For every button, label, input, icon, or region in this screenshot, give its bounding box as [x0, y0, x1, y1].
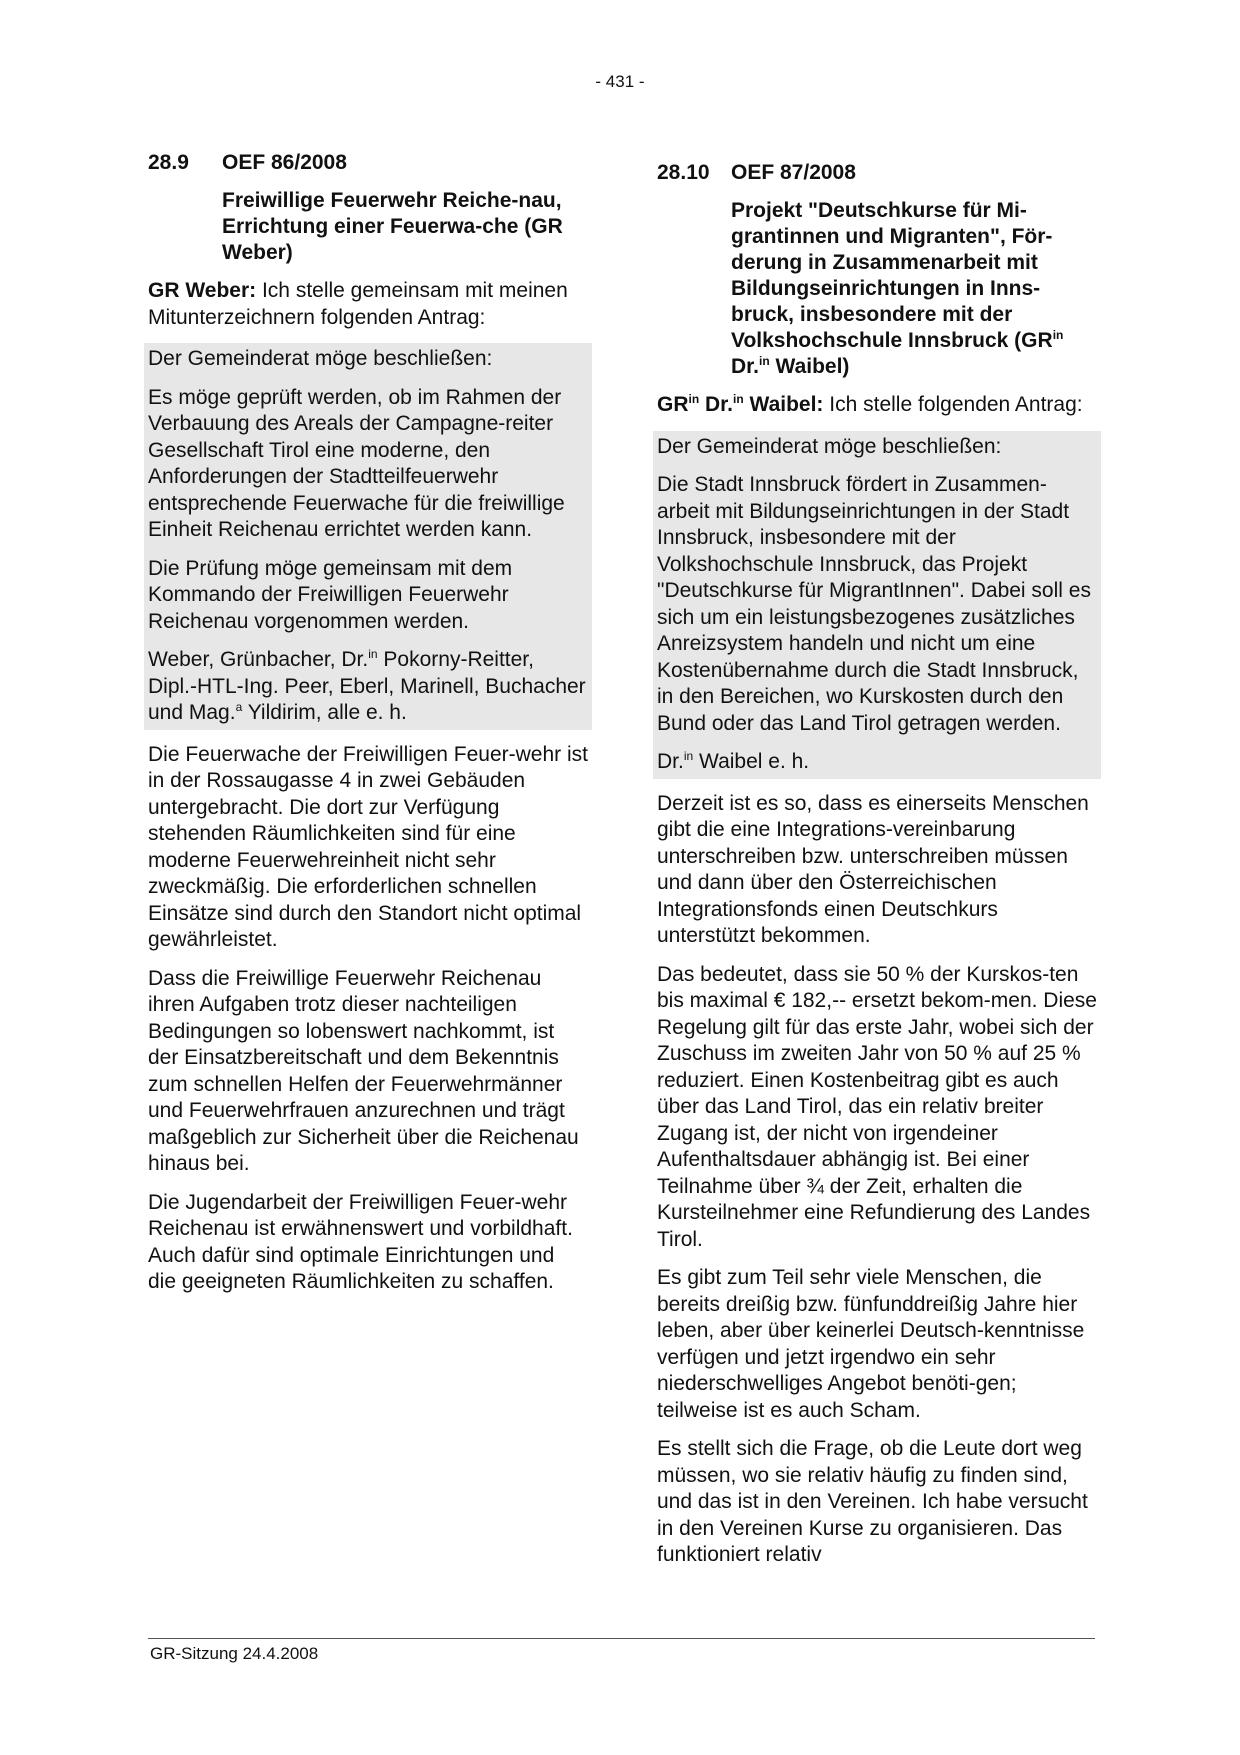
- speaker-text: Waibel:: [743, 393, 824, 416]
- motion-text: Die Stadt Innsbruck fördert in Zusammen-arbeit mit Bildungseinrichtungen in der Stadt Innsbruck, insbesondere mit der Volkshochschule Innsbruck, das Projekt "Deutschkurse für MigrantInnen". Dabei soll es sich um ein leistungsbezogenes zusätzliches Anreizsystem handeln und nicht um eine Kostenübernahme durch die Stadt Innsbruck, in den Bereichen, wo Kurskosten durch den Bund oder das Land Tirol getragen werden.: [657, 473, 1091, 735]
- title-text: Projekt "Deutschkurse für Mi-grantinnen und Migranten", För-derung in Zusammenarbeit mit Bildungseinrichtungen in Inns-bruck, insbesondere mit der Volkshochschule Innsbruck (GR: [731, 199, 1053, 352]
- superscript: in: [759, 354, 770, 368]
- intro-text: Ich stelle gemeinsam mit meinen Mitunterzeichnern folgenden Antrag:: [148, 279, 568, 329]
- speaker-text: Dr.: [699, 393, 734, 416]
- superscript: in: [368, 647, 378, 661]
- signature-text: Pokorny-Reitter, Dipl.-HTL-Ing. Peer, Eberl, Marinell, Buchacher und Mag.: [148, 648, 586, 724]
- superscript: a: [235, 700, 243, 714]
- motion-signatures: [657, 746, 1097, 779]
- superscript: in: [733, 392, 744, 406]
- superscript: in: [1052, 328, 1064, 342]
- body-paragraph: Es gibt zum Teil sehr viele Menschen, die bereits dreißig bzw. fünfunddreißig Jahre hier leben, aber über keinerlei Deutsch-kenntnisse verfügen und jetzt irgendwo ein sehr niederschwelliges Angebot benöti-gen; teilweise ist es auch Scham.: [657, 1266, 1085, 1422]
- motion-signatures: [148, 644, 588, 730]
- motion-text: Die Prüfung möge gemeinsam mit dem Kommando der Freiwilligen Feuerwehr Reichenau vorgenommen werden.: [148, 556, 513, 633]
- left-column: [148, 150, 588, 1296]
- body-paragraph: Das bedeutet, dass sie 50 % der Kurskos-ten bis maximal € 182,-- ersetzt bekom-men. Diese Regelung gilt für das erste Jahr, wobei sich der Zuschuss im zweiten Jahr von 50 % auf 25 % reduziert. Einen Kostenbeitrag gibt es auch über das Land Tirol, das ein relativ breiter Zugang ist, der nicht von irgendeiner Aufenthaltsdauer abhängig ist. Bei einer Teilnahme über ¾ der Zeit, erhalten die Kursteilnehmer eine Refundierung des Landes Tirol.: [657, 962, 1097, 1251]
- section-title: [731, 198, 1097, 380]
- body-paragraph: Die Jugendarbeit der Freiwilligen Feuer-wehr Reichenau ist erwähnenswert und vorbildhaft. Auch dafür sind optimale Einrichtungen und die geeigneten Räumlichkeiten zu schaffen.: [148, 1190, 573, 1293]
- intro-paragraph: [148, 278, 588, 331]
- motion-lead: Der Gemeinderat möge beschließen:: [148, 347, 493, 370]
- signature-text: Yildirim, alle e. h.: [242, 701, 407, 724]
- section-title: Freiwillige Feuerwehr Reiche-nau, Errichtung einer Feuerwa-che (GR Weber): [222, 189, 563, 264]
- motion-box: [144, 343, 592, 730]
- body-paragraph: Die Feuerwache der Freiwilligen Feuer-wehr ist in der Rossaugasse 4 in zwei Gebäuden untergebracht. Die dort zur Verfügung stehenden Räumlichkeiten sind für eine moderne Feuerwehreinheit nicht sehr zweckmäßig. Die erforderlichen schnellen Einsätze sind durch den Standort nicht optimal gewährleistet.: [148, 742, 588, 951]
- title-text: Waibel): [769, 355, 850, 378]
- intro-text: Ich stelle folgenden Antrag:: [823, 393, 1083, 416]
- footer-text: GR-Sitzung 24.4.2008: [150, 1644, 319, 1663]
- body-paragraph: Es stellt sich die Frage, ob die Leute dort weg müssen, wo sie relativ häufig zu finden sind, und das ist in den Vereinen. Ich habe versucht in den Vereinen Kurse zu organisieren. Das funktioniert relativ: [657, 1437, 1088, 1566]
- section-code: OEF 86/2008: [222, 151, 347, 174]
- motion-text: Es möge geprüft werden, ob im Rahmen der Verbauung des Areals der Campagne-reiter Gesellschaft Tirol eine moderne, den Anforderungen der Stadtteilfeuerwehr entsprechende Feuerwache für die freiwillige Einheit Reichenau errichtet werden kann.: [148, 385, 565, 541]
- section-number: 28.10: [657, 161, 710, 184]
- page-number: - 431 -: [595, 72, 645, 91]
- speaker-text: GR: [657, 393, 689, 416]
- footer-divider: [148, 1638, 1095, 1639]
- speaker-name: GR Weber:: [148, 279, 257, 302]
- body-paragraph: Dass die Freiwillige Feuerwehr Reichenau ihren Aufgaben trotz dieser nachteiligen Bedingungen so lobenswert nachkommt, ist der Einsatzbereitschaft und dem Bekenntnis zum schnellen Helfen der Feuerwehrmänner und Feuerwehrfrauen anzurechnen und trägt maßgeblich zur Sicherheit über die Reichenau hinaus bei.: [148, 966, 579, 1175]
- section-number: 28.9: [148, 151, 189, 174]
- signature-text: Waibel e. h.: [693, 750, 810, 773]
- speaker-name: [657, 393, 823, 416]
- superscript: in: [683, 749, 694, 763]
- motion-box: [653, 431, 1101, 779]
- section-heading: [148, 150, 588, 176]
- right-column: [657, 160, 1097, 1569]
- signature-text: Dr.: [657, 750, 684, 773]
- section-heading: [657, 160, 1097, 186]
- body-paragraph: Derzeit ist es so, dass es einerseits Menschen gibt die eine Integrations-vereinbarung unterschreiben bzw. unterschreiben müssen und dann über den Österreichischen Integrationsfonds einen Deutschkurs unterstützt bekommen.: [657, 791, 1089, 947]
- signature-text: Weber, Grünbacher, Dr.: [148, 648, 369, 671]
- superscript: in: [688, 392, 700, 406]
- motion-lead: Der Gemeinderat möge beschließen:: [657, 434, 1002, 458]
- title-text: Dr.: [731, 355, 760, 378]
- intro-paragraph: [657, 392, 1097, 419]
- section-code: OEF 87/2008: [731, 161, 856, 184]
